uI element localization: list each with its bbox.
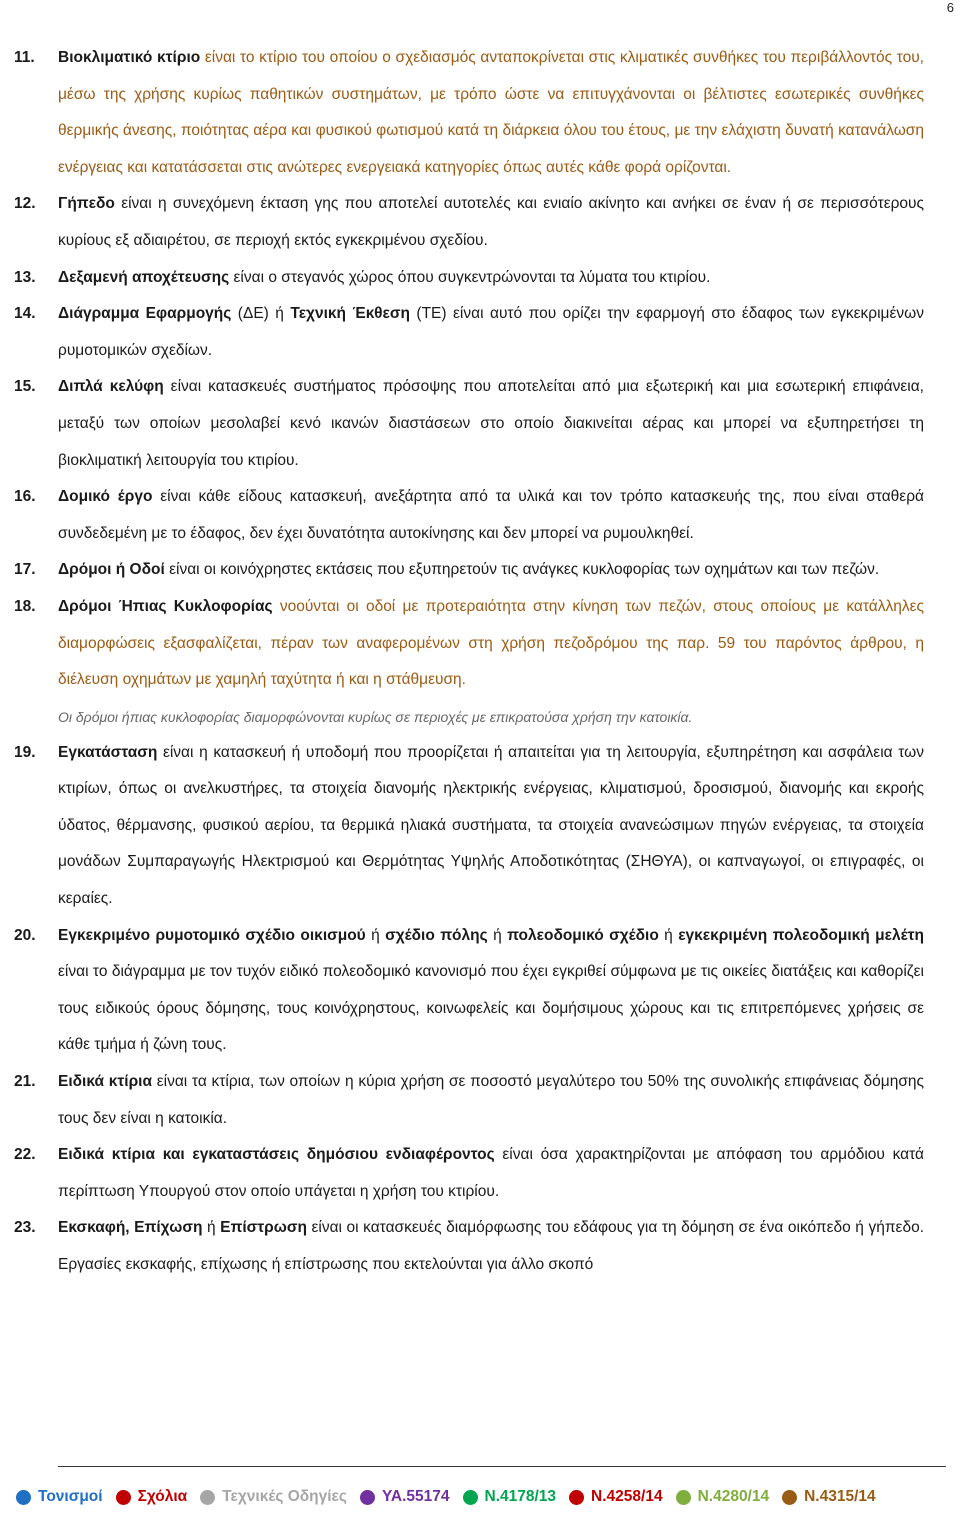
legend-label: Τεχνικές Οδηγίες xyxy=(222,1488,347,1505)
legend-dot-icon xyxy=(676,1490,691,1505)
legend-item xyxy=(116,1488,188,1506)
definition-text: (ΤΕ) είναι αυτό που ορίζει την εφαρμογή στο έδαφος των εγκεκριμένων ρυμοτομικών σχεδίων. xyxy=(58,305,924,359)
definition-item xyxy=(14,296,924,369)
definition-text: είναι κατασκευές συστήματος πρόσοψης που αποτελείται από μια εξωτερική και μια εσωτερική επιφάνεια, μεταξύ των οποίων μεσολαβεί κενό ικανών διαστάσεων στο οποίο διακινείται αέρας και μπορεί να εξυπηρετήσει τη βιοκλιματική λειτουργία του κτιρίου. xyxy=(58,378,924,469)
definition-text: είναι τα κτίρια, των οποίων η κύρια χρήση σε ποσοστό μεγαλύτερο του 50% της συνολικής επιφάνειας δόμησης τους δεν είναι η κατοικία. xyxy=(58,1073,925,1127)
defined-term: Δεξαμενή αποχέτευσης xyxy=(58,268,230,286)
item-number: 21. xyxy=(14,1073,36,1091)
item-number: 16. xyxy=(14,488,36,506)
item-number: 14. xyxy=(14,305,36,323)
definition-text: είναι όσα χαρακτηρίζονται με απόφαση του αρμόδιου κατά περίπτωση Υπουργού στον οποίο υπάγεται η χρήση του κτιρίου. xyxy=(58,1146,924,1200)
item-text xyxy=(58,735,924,918)
legend-dot-icon xyxy=(116,1490,131,1505)
item-number: 12. xyxy=(14,195,36,213)
definition-text: ή xyxy=(202,1219,221,1237)
item-number: 23. xyxy=(14,1219,36,1237)
defined-term: πολεοδομικό σχέδιο xyxy=(507,926,659,944)
item-number: 17. xyxy=(14,561,36,579)
defined-term: Τεχνική Έκθεση xyxy=(290,305,410,323)
legend-item xyxy=(463,1488,557,1506)
definition-item xyxy=(14,589,924,699)
defined-term: Εγκεκριμένο ρυμοτομικό σχέδιο οικισμού xyxy=(58,926,366,944)
legend-item xyxy=(676,1488,770,1506)
definition-text: είναι το κτίριο του οποίου ο σχεδιασμός ανταποκρίνεται στις κλιματικές συνθήκες του περιβάλλοντός του, μέσω της χρήσης κυρίως παθητικών συστημάτων, με τρόπο ώστε να επιτυγχάνονται οι βέλτιστες εσωτερικές συνθήκες θερμικής άνεσης, ποιότητας αέρα και φυσικού φωτισμού κατά τη διάρκεια όλου του έτους, με την ελάχιστη δυνατή κατανάλωση ενέργειας και κατατάσσεται στις ανώτερες ενεργειακά κατηγορίες όπως αυτές κάθε φορά ορίζονται. xyxy=(58,49,924,176)
defined-term: Γήπεδο xyxy=(58,195,115,213)
item-number: 19. xyxy=(14,743,36,761)
defined-term: Δομικό έργο xyxy=(58,488,153,506)
item-number: 22. xyxy=(14,1146,36,1164)
definition-text: ή xyxy=(658,926,679,944)
defined-term: Δρόμοι ή Οδοί xyxy=(58,561,165,579)
definition-item xyxy=(14,1210,924,1283)
item-text xyxy=(58,1137,924,1210)
item-text xyxy=(58,260,924,297)
definition-text: είναι η κατασκευή ή υποδομή που προορίζεται ή απαιτείται για τη λειτουργία, εξυπηρέτηση και ασφάλεια των κτιρίων, όπως οι ανελκυστήρες, τα στοιχεία διανομής ηλεκτρικής ενέργειας, κλιματισμού, δροσισμού, διανομής και εκροής ύδατος, θέρμανσης, φυσικού αερίου, τα θερμικά ηλιακά συστήματα, τα στοιχεία ανανεώσιμων πηγών ενέργειας, τα στοιχεία μονάδων Συμπαραγωγής Ηλεκτρισμού και Θερμότητας Υψηλής Αποδοτικότητας (ΣΗΘΥΑ), οι καπναγωγοί, οι επιγραφές, οι κεραίες. xyxy=(58,743,924,908)
legend-dot-icon xyxy=(16,1490,31,1505)
item-text xyxy=(58,479,924,552)
defined-term: Εκσκαφή, Επίχωση xyxy=(58,1219,203,1237)
legend-label: Ν.4258/14 xyxy=(591,1488,663,1505)
definition-text: είναι κάθε είδους κατασκευή, ανεξάρτητα από τα υλικά και τον τρόπο κατασκευής της, που είναι σταθερά συνδεδεμένη με το έδαφος, δεν έχει δυνατότητα αυτοκίνησης και δεν μπορεί να ρυμουλκηθεί. xyxy=(58,488,924,542)
item-text xyxy=(58,1210,924,1283)
footer-legend xyxy=(16,1488,956,1506)
technical-note: Οι δρόμοι ήπιας κυκλοφορίας διαμορφώνονται κυρίως σε περιοχές με επικρατούσα χρήση την κατοικία. xyxy=(58,708,693,725)
item-number: 18. xyxy=(14,597,36,615)
legend-item xyxy=(200,1488,347,1506)
definition-text: ή xyxy=(487,926,508,944)
defined-term: Ειδικά κτίρια xyxy=(58,1073,153,1091)
definition-text: είναι η συνεχόμενη έκταση γης που αποτελεί αυτοτελές και ενιαίο ακίνητο και ανήκει σε έναν ή σε περισσότερους κυρίους εξ αδιαιρέτου, σε περιοχή εκτός εγκεκριμένου σχεδίου. xyxy=(58,195,924,249)
item-number: 11. xyxy=(14,49,35,66)
defined-term: Βιοκλιματικό κτίριο xyxy=(58,49,201,66)
definition-item xyxy=(14,186,924,259)
definition-text: νοούνται οι οδοί με προτεραιότητα στην κίνηση των πεζών, στους οποίους με κατάλληλες διαμορφώσεις εξασφαλίζεται, πέραν των αναφερομένων στη χρήση πεζοδρόμου της παρ. 59 του παρόντος άρθρου, η διέλευση οχημάτων με χαμηλή ταχύτητα ή και η στάθμευση. xyxy=(58,597,924,689)
definition-item xyxy=(14,735,924,918)
item-text xyxy=(58,589,924,699)
page-number: 6 xyxy=(946,0,954,15)
definition-text: είναι οι κοινόχρηστες εκτάσεις που εξυπηρετούν τις ανάγκες κυκλοφορίας των οχημάτων και των πεζών. xyxy=(164,561,880,579)
item-number: 13. xyxy=(14,268,36,286)
defined-term: Επίστρωση xyxy=(220,1219,307,1237)
legend-label: Ν.4280/14 xyxy=(697,1488,770,1505)
defined-term: Εγκατάσταση xyxy=(58,743,158,761)
legend-dot-icon xyxy=(463,1490,478,1505)
defined-term: σχέδιο πόλης xyxy=(385,926,488,944)
definition-text: είναι ο στεγανός χώρος όπου συγκεντρώνονται τα λύματα του κτιρίου. xyxy=(229,268,711,286)
footer-divider xyxy=(58,1466,946,1467)
definition-item xyxy=(14,1137,924,1210)
legend-label: Τονισμοί xyxy=(38,1488,103,1505)
defined-term: εγκεκριμένη πολεοδομική μελέτη xyxy=(678,926,925,944)
item-text xyxy=(58,369,924,479)
legend-item xyxy=(569,1488,663,1506)
item-text xyxy=(58,918,924,1064)
definition-text: είναι το διάγραμμα με τον τυχόν ειδικό πολεοδομικό κανονισμό που έχει εγκριθεί σύμφωνα με τις οικείες διατάξεις και καθορίζει τους ειδικούς όρους δόμησης, τους κοινόχρηστους, κοινωφελείς και δομήσιμους χώρους και τις επιτρεπόμενες χρήσεις σε κάθε τμήμα ή ζώνη τους. xyxy=(58,963,924,1054)
legend-dot-icon xyxy=(782,1490,797,1505)
defined-term: Δρόμοι Ήπιας Κυκλοφορίας xyxy=(58,597,273,615)
item-number: 20. xyxy=(14,926,36,944)
legend-label: Ν.4315/14 xyxy=(804,1488,876,1505)
legend-item xyxy=(782,1488,876,1506)
item-text xyxy=(58,296,924,369)
legend-label: ΥΑ.55174 xyxy=(381,1488,450,1505)
definition-item xyxy=(14,260,924,297)
legend-dot-icon xyxy=(200,1490,215,1505)
definition-text: (ΔΕ) ή xyxy=(231,305,291,323)
definition-item xyxy=(14,552,924,589)
item-text xyxy=(58,1064,924,1137)
legend-label: Ν.4178/13 xyxy=(484,1488,557,1505)
definition-item xyxy=(14,369,924,479)
legend-label: Σχόλια xyxy=(137,1488,188,1505)
defined-term: Ειδικά κτίρια και εγκαταστάσεις δημόσιου ενδιαφέροντος xyxy=(58,1146,495,1164)
definition-text: είναι οι κατασκευές διαμόρφωσης του εδάφους για τη δόμηση σε ένα οικόπεδο ή γήπεδο. Εργασίες εκσκαφής, επίχωσης ή επίστρωσης που εκτελούνται για άλλο σκοπό xyxy=(58,1219,924,1273)
defined-term: Διπλά κελύφη xyxy=(58,378,164,396)
definition-item xyxy=(14,479,924,552)
item-text xyxy=(58,186,924,259)
legend-dot-icon xyxy=(569,1490,584,1505)
definition-item xyxy=(14,918,924,1064)
item-text xyxy=(58,40,924,186)
definition-item xyxy=(14,40,924,186)
definition-text: ή xyxy=(365,926,386,944)
legend-item xyxy=(16,1488,103,1506)
legend-dot-icon xyxy=(360,1490,375,1505)
item-text xyxy=(58,552,924,589)
item-number: 15. xyxy=(14,378,36,396)
definition-item xyxy=(14,1064,924,1137)
definitions-list xyxy=(14,40,924,1284)
legend-item xyxy=(360,1488,450,1506)
defined-term: Διάγραμμα Εφαρμογής xyxy=(58,305,232,323)
